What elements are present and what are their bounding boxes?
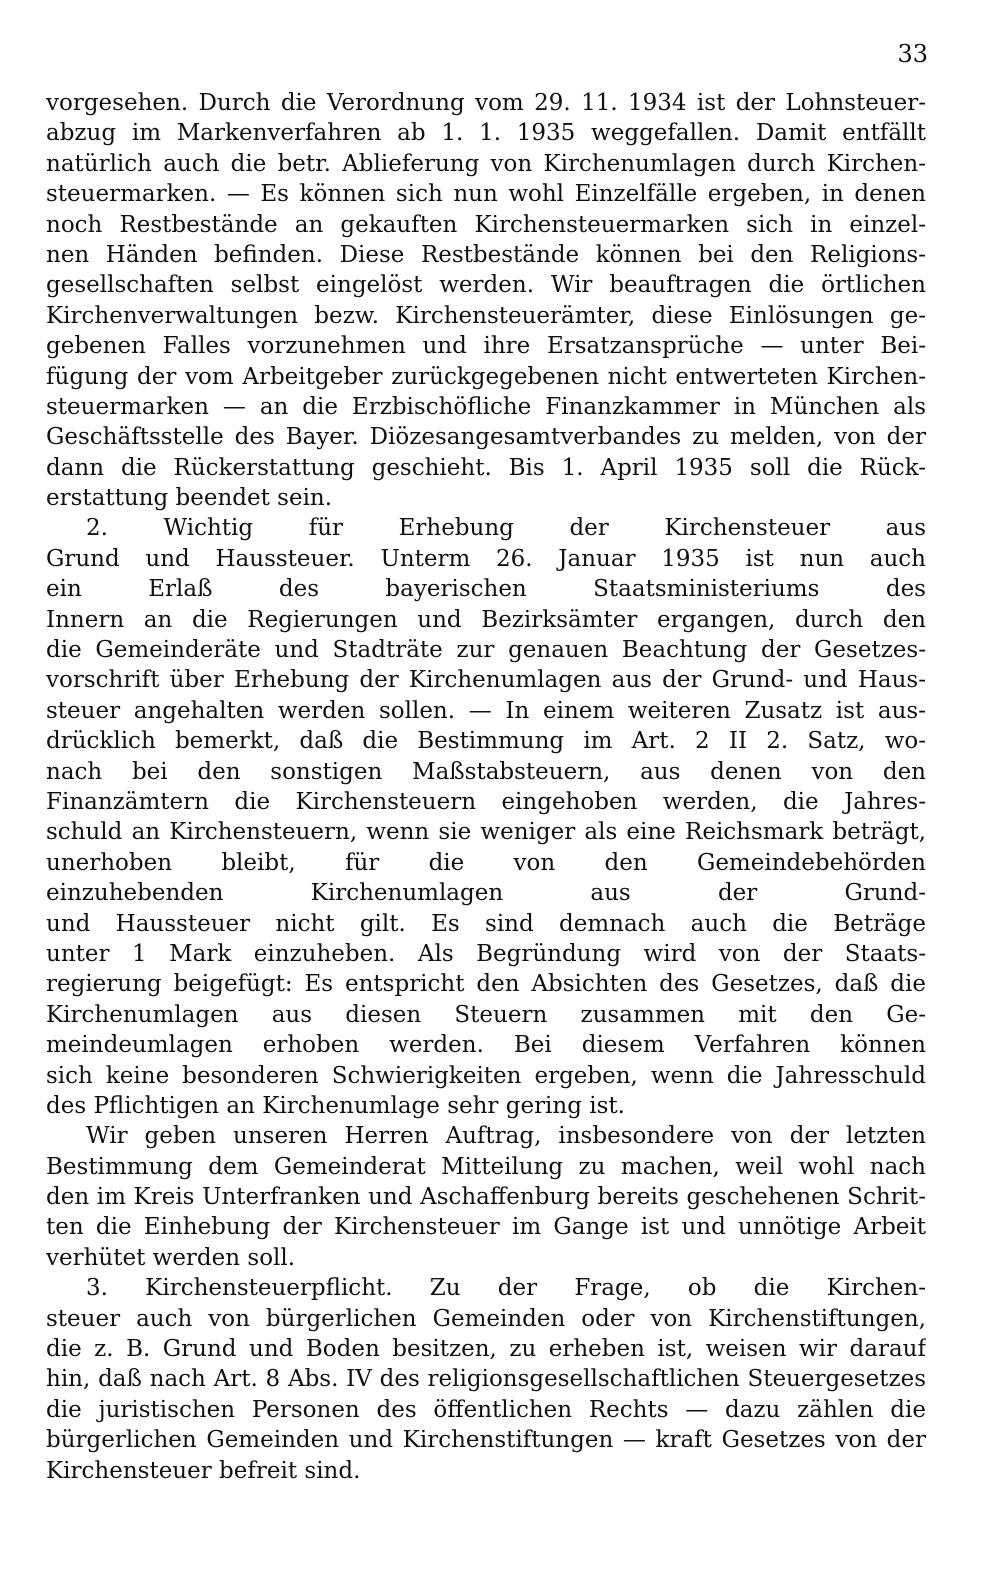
text-line: Kirchenumlagen aus diesen Steuern zusammen mit den Ge- <box>46 1001 926 1028</box>
text-line: die z. B. Grund und Boden besitzen, zu erheben ist, weisen wir darauf <box>46 1336 926 1363</box>
text-line: verhütet werden soll. <box>46 1244 296 1271</box>
text-line: den im Kreis Unterfranken und Aschaffenburg bereits geschehenen Schrit- <box>46 1184 926 1211</box>
page-number: 33 <box>897 40 928 68</box>
text-line: regierung beigefügt: Es entspricht den Absichten des Gesetzes, daß die <box>46 971 926 998</box>
text-line: Geschäftsstelle des Bayer. Diözesangesamtverbandes zu melden, von der <box>46 424 926 451</box>
text-line: steuer angehalten werden sollen. — In einem weiteren Zusatz ist aus- <box>46 697 926 724</box>
text-line: unerhoben bleibt, für die von den Gemeindebehörden <box>46 849 926 876</box>
text-line: Wir geben unseren Herren Auftrag, insbesondere von der letzten <box>86 1123 926 1150</box>
text-line: 2. Wichtig für Erhebung der Kirchensteuer aus <box>86 515 926 542</box>
text-line: und Haussteuer nicht gilt. Es sind demnach auch die Beträge <box>46 910 926 937</box>
text-line: meindeumlagen erhoben werden. Bei diesem Verfahren können <box>46 1032 926 1059</box>
text-line: nen Händen befinden. Diese Restbestände können bei den Religions- <box>46 241 926 268</box>
text-line: ten die Einhebung der Kirchensteuer im Gange ist und unnötige Arbeit <box>46 1214 926 1241</box>
text-line: Bestimmung dem Gemeinderat Mitteilung zu machen, weil wohl nach <box>46 1153 926 1180</box>
text-line: unter 1 Mark einzuheben. Als Begründung wird von der Staats- <box>46 940 926 967</box>
text-line: noch Restbestände an gekauften Kirchensteuermarken sich in einzel- <box>46 211 926 238</box>
text-line: sich keine besonderen Schwierigkeiten ergeben, wenn die Jahresschuld <box>46 1062 926 1089</box>
text-line: einzuhebenden Kirchenumlagen aus der Grund- <box>46 880 926 907</box>
text-line: die Gemeinderäte und Stadträte zur genauen Beachtung der Gesetzes- <box>46 637 926 664</box>
text-line: hin, daß nach Art. 8 Abs. IV des religionsgesellschaftlichen Steuergesetzes <box>46 1366 926 1393</box>
text-line: vorgesehen. Durch die Verordnung vom 29. 11. 1934 ist der Lohnsteuer- <box>46 90 926 116</box>
text-line: abzug im Markenverfahren ab 1. 1. 1935 weggefallen. Damit entfällt <box>46 120 926 147</box>
text-line: Kirchensteuer befreit sind. <box>46 1457 361 1484</box>
body-text <box>46 88 926 1486</box>
text-line: dann die Rückerstattung geschieht. Bis 1. April 1935 soll die Rück- <box>46 454 926 481</box>
text-line: Finanzämtern die Kirchensteuern eingehoben werden, die Jahres- <box>46 788 926 815</box>
text-line: gesellschaften selbst eingelöst werden. Wir beauftragen die örtlichen <box>46 272 926 299</box>
text-line: steuermarken. — Es können sich nun wohl Einzelfälle ergeben, in denen <box>46 181 926 208</box>
text-line: des Pflichtigen an Kirchenumlage sehr gering ist. <box>46 1092 625 1119</box>
text-line: vorschrift über Erhebung der Kirchenumlagen aus der Grund- und Haus- <box>46 667 926 694</box>
text-line: die juristischen Personen des öffentlichen Rechts — dazu zählen die <box>46 1396 926 1423</box>
text-line: gebenen Falles vorzunehmen und ihre Ersatzansprüche — unter Bei- <box>46 333 926 360</box>
text-line: steuermarken — an die Erzbischöfliche Finanzkammer in München als <box>46 393 926 420</box>
text-line: natürlich auch die betr. Ablieferung von Kirchenumlagen durch Kirchen- <box>46 150 926 177</box>
text-line: erstattung beendet sein. <box>46 485 333 512</box>
paragraph-2 <box>46 513 926 1121</box>
text-line: nach bei den sonstigen Maßstabsteuern, aus denen von den <box>46 758 926 785</box>
text-line: ein Erlaß des bayerischen Staatsministeriums des <box>46 576 926 603</box>
paragraph-3 <box>46 1121 926 1273</box>
paragraph-4 <box>46 1273 926 1486</box>
text-line: drücklich bemerkt, daß die Bestimmung im Art. 2 II 2. Satz, wo- <box>46 728 926 755</box>
text-line: schuld an Kirchensteuern, wenn sie weniger als eine Reichsmark beträgt, <box>46 819 926 846</box>
text-line: fügung der vom Arbeitgeber zurückgegebenen nicht entwerteten Kirchen- <box>46 363 926 390</box>
text-line: Innern an die Regierungen und Bezirksämter ergangen, durch den <box>46 606 926 633</box>
text-line: Kirchenverwaltungen bezw. Kirchensteuerämter, diese Einlösungen ge- <box>46 302 926 329</box>
text-line: steuer auch von bürgerlichen Gemeinden oder von Kirchenstiftungen, <box>46 1305 926 1332</box>
text-line: Grund und Haussteuer. Unterm 26. Januar 1935 ist nun auch <box>46 545 926 572</box>
text-line: bürgerlichen Gemeinden und Kirchenstiftungen — kraft Gesetzes von der <box>46 1427 926 1454</box>
text-line: 3. Kirchensteuerpflicht. Zu der Frage, ob die Kirchen- <box>86 1275 926 1302</box>
paragraph-1 <box>46 88 926 513</box>
